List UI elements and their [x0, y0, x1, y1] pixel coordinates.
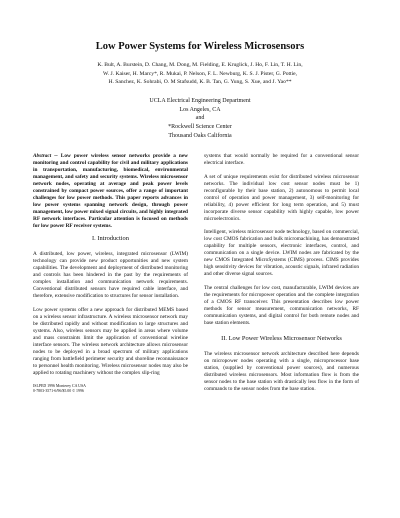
affiliation-line: and: [195, 115, 205, 122]
abstract-text: Low power wireless sensor networks provide a new monitoring and control capability for civil and military applications in transportation, manufacturing, biomedical, environmental management, and safety and security systems. Wireless microsensor network nodes, operating at average and peak power levels constrained by compact power sources, offer a range of important challenges for low power methods. This paper reports advances in low power systems spanning network design, through power management, low power mixed signal circuits, and highly integrated RF network interfaces. Particular attention is focused on methods for low power RF receiver systems.: [33, 153, 188, 229]
body-paragraph: Low power systems offer a new approach for distributed MEMS based on a wireless sensor infrastructure. A wireless microsensor network may be distributed rapidly and without modification to large structures and systems. Also, wireless sensors may be applied in areas where volume and mass constraints limit the application of conventional wireline interface sensors. The wireless network architecture allows microsensor nodes to be deployed in a broad spectrum of military applications ranging from battlefield perimeter security and shoreline reconnaissance to personnel health monitoring. Wireless microsensor nodes may also be applied to rotating machinery without the complex slip-ring: [33, 307, 188, 376]
affiliation-block: [60, 97, 340, 141]
author-line: W. J. Kaiser, H. Marcy*, R. Mukai, P. Nelson, F. L. Newburg, K. S. J. Pister, G. Pottie,: [102, 70, 298, 77]
conference-footnote: ISLPED 1996 Monterey CA USA 0-7803-3571-6/96/$5.00 © 1996: [33, 383, 86, 393]
body-paragraph: A distributed, low power, wireless, integrated microsensor (LWIM) technology can provide new product opportunities and new system capabilities. The development and deployment of distributed monitoring and controls has been hindered in the past by the requirements of complex installation and communication network requirements. Conventional distributed sensors have required cable interface, and therefore, extensive modification to structures for sensor installation.: [33, 251, 188, 300]
author-list: [40, 61, 360, 87]
body-paragraph: A set of unique requirements exist for distributed wireless microsensor networks. The individual low cost sensor nodes must be 1) reconfigurable by their base station, 2) autonomous to permit local control of operation and power management, 3) self-monitoring for reliability, 4) power efficient for long term operation, and 5) must incorporate diverse sensor capability with highly capable, low power microelectronics.: [204, 173, 359, 222]
abstract: [33, 153, 188, 229]
affiliation-line: *Rockwell Science Center: [168, 124, 232, 131]
body-paragraph: systems that would normally be required for a conventional sensor electrical interface.: [204, 153, 359, 166]
body-paragraph: The central challenges for low cost, manufacturable, LWIM devices are the requirements for micropower operation and the complete integration of a CMOS RF transceiver. This presentation describes low power methods for sensor measurement, communication networks, RF communication systems, and digital control for both remote nodes and base station elements.: [204, 285, 359, 326]
affiliation-line: Thousand Oaks California: [168, 132, 232, 139]
affiliation-line: Los Angeles, CA: [179, 106, 221, 113]
section-heading-networks: II. Low Power Wireless Microsensor Networks: [221, 334, 342, 342]
author-line: H. Sanchez, K. Sohrabi, O. M Stafsudd, K. B. Tan, G. Yung, S. Xue, and J. Yao**: [108, 79, 292, 86]
body-paragraph: The wireless microsensor network architecture described here depends on micropower nodes operating with a single, microprocessor base station, (supplied by conventional power sources), and numerous distributed wireless microsensors. Most information flow is from the sensor nodes to the base station with drastically less flow in the form of commands to the sensor nodes from the base station.: [204, 350, 359, 392]
left-column: [33, 153, 188, 394]
paper-title: Low Power Systems for Wireless Microsensors: [95, 41, 305, 52]
abstract-label: Abstract --: [33, 153, 58, 159]
author-line: K. Bult, A. Burstein, D. Chang, M. Dong, M. Fielding, E. Kruglick, J. Ho, F. Lin, T. H. Lin,: [97, 62, 303, 68]
section-heading-introduction: I. Introduction: [92, 235, 129, 243]
body-paragraph: Intelligent, wireless microsensor node technology, based on commercial, low cost CMOS fabrication and bulk micromachining, has demonstrated capability for multiple sensors, electronic interfaces, control, and communication on a single device. LWIM nodes are fabricated by the new CMOS Integrated MicroSystems (CIMS) process. CIMS provides high sensitivity devices for vibration, acoustic signals, infrared radiation and other diverse signal sources.: [204, 229, 359, 278]
right-column: [204, 153, 359, 399]
affiliation-line: UCLA Electrical Engineering Department: [149, 98, 251, 104]
